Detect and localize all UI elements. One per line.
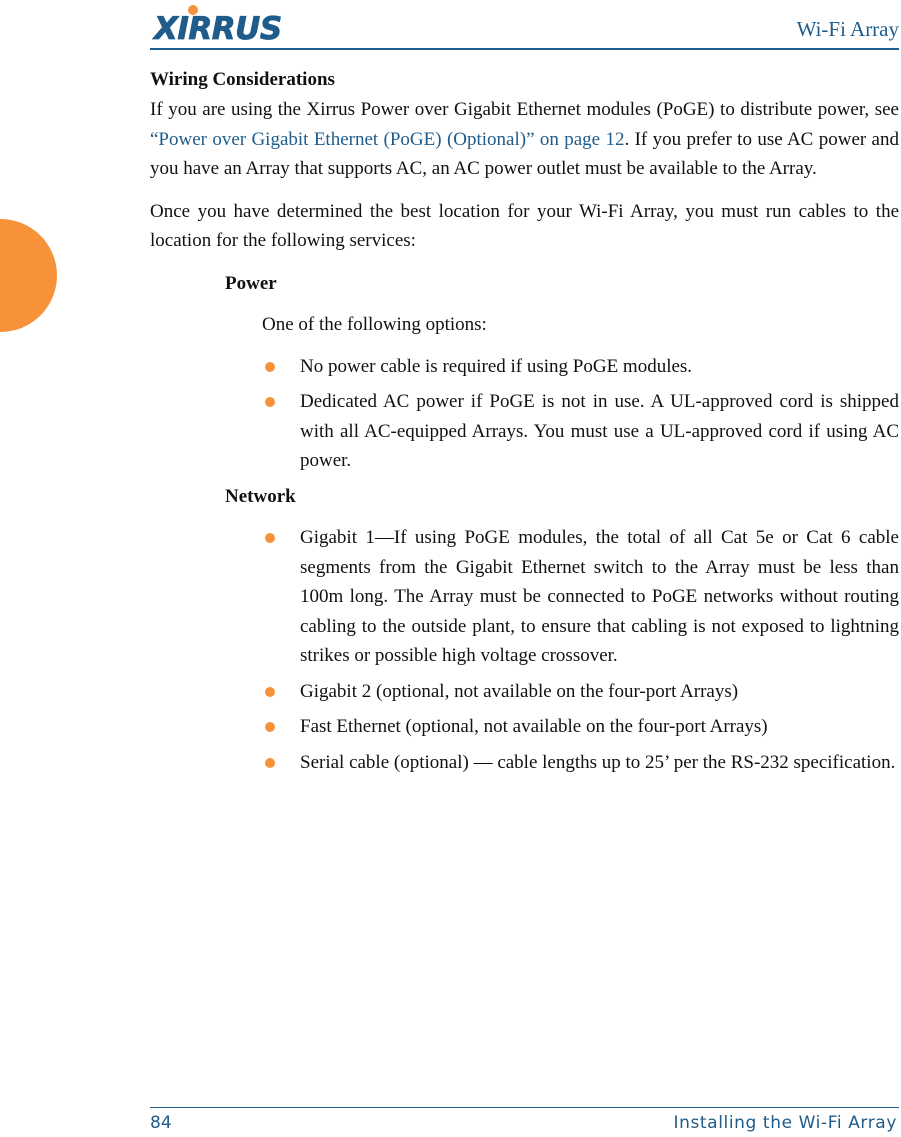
list-item [300,352,899,382]
services-paragraph: Once you have determined the best location for your Wi-Fi Array, you must run cables to the location for the following services: [150,200,899,251]
network-services-list [150,523,899,777]
bullet-icon [265,533,275,543]
power-options-list [150,352,899,476]
header-title: Wi-Fi Array [796,17,899,41]
bullet-icon [265,362,275,372]
bullet-icon [265,397,275,407]
power-heading: Power [225,272,277,294]
intro-text-end: . If you prefer to use AC power and you have an Array that supports AC, an AC power outlet must be available to the Array. [150,128,899,179]
list-item [300,523,899,671]
network-heading: Network [225,485,296,507]
page-content [150,66,899,783]
list-item-text: Gigabit 2 (optional, not available on the four-port Arrays) [300,680,739,702]
bullet-icon [265,722,275,732]
logo-text: XIRRUS [154,11,282,42]
footer-rule [150,1107,899,1108]
list-item [300,748,899,778]
bullet-icon [265,687,275,697]
list-item [300,677,899,707]
list-item-text: Dedicated AC power if PoGE is not in use. A UL-approved cord is shipped with all AC-equipped Arrays. You must use a UL-approved cord if using AC power. [300,391,899,471]
list-item-text: Fast Ethernet (optional, not available on the four-port Arrays) [300,716,768,737]
power-options-intro: One of the following options: [262,314,487,335]
bullet-icon [265,758,275,768]
list-item [300,387,899,476]
header-rule [150,48,899,50]
intro-text-start: If you are using the Xirrus Power over Gigabit Ethernet modules (PoGE) to distribute power, see [150,99,899,120]
intro-paragraph [150,95,899,184]
page-number: 84 [150,1113,172,1133]
xirrus-logo [150,4,310,42]
section-title: Wiring Considerations [150,69,335,90]
list-item-text: No power cable is required if using PoGE modules. [300,355,693,377]
chapter-tab-marker [0,219,57,332]
list-item-text: Gigabit 1—If using PoGE modules, the total of all Cat 5e or Cat 6 cable segments from the Gigabit Ethernet switch to the Array must be less than 100m long. The Array must be connected to PoGE networks without routing cabling to the outside plant, to ensure that cabling is not exposed to lightning strikes or possible high voltage crossover. [300,527,899,666]
list-item [300,712,899,742]
footer-title: Installing the Wi-Fi Array [673,1113,897,1133]
poge-reference-link[interactable]: “Power over Gigabit Ethernet (PoGE) (Optional)” on page 12 [150,128,625,150]
list-item-text: Serial cable (optional) — cable lengths up to 25’ per the RS-232 specification. [300,751,896,773]
